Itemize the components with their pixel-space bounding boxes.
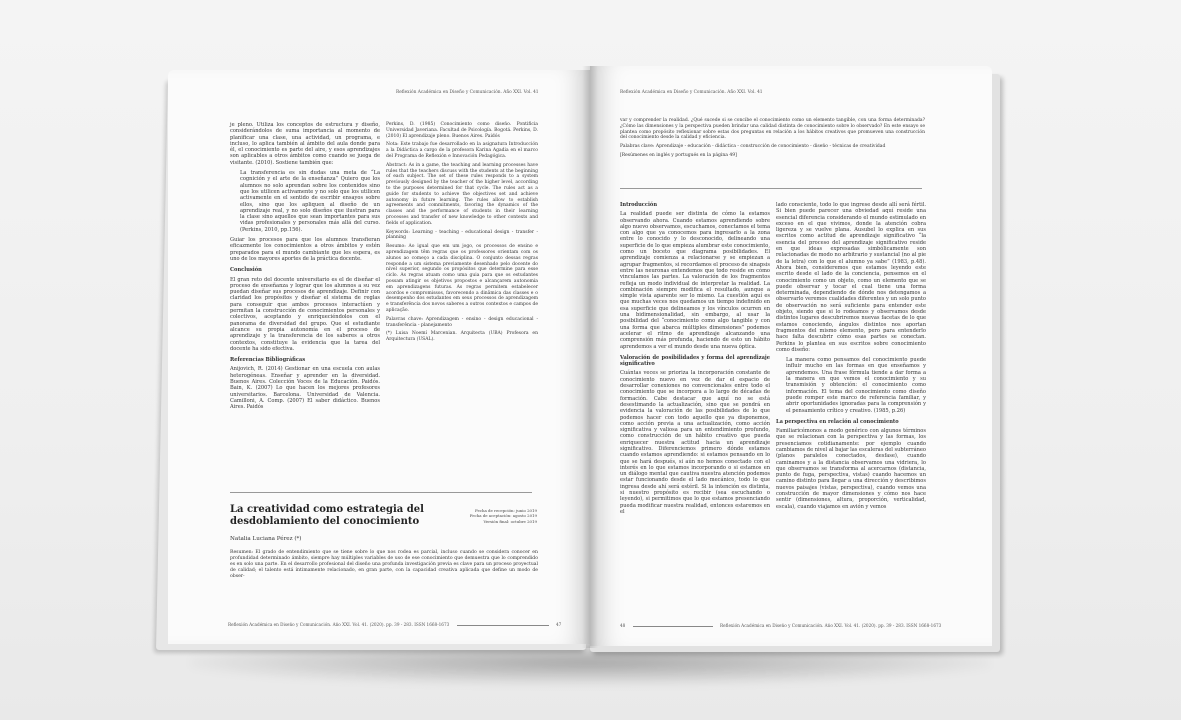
page-number: 48 bbox=[620, 623, 626, 628]
references: Anijovich, R. (2014) Gestionar en una escuela con aulas heterogéneas. Enseñar y aprender en la diversidad. Buenos Aires. Colección Voces de la Educación. Paidós. Bain, K. (2007) Lo que hacen los mejores profesores universitarios. Barcelona. Universidad de Valencia. Camilloni, A. Comp. (2007) El saber didáctico. Buenos Aires. Paidós bbox=[230, 366, 380, 411]
paragraph: Familiaricémonos a modo genérico con algunos términos que se relacionan con la perspectiva y las formas, los presenciamos cotidianamente: por ejemplo cuando cambiamos de nivel al bajar las escaleras del subterráneo (planos paralelos conectados, desfase), cuando caminamos y a la distancia observamos una vidriera, lo que observamos se transforma al acercarnos (distancia, punto de fuga, perspectiva, vistas) cuando hacemos un camino distinto para llegar a una dirección y describimos nuevos paisajes (vistas, perspectiva), cuando vemos una construcción de mayor dimensiones y cómo nos hace sentir (dimensiones, altura, proporción, verticalidad, escala), cuando viajamos en avión y vemos bbox=[776, 428, 926, 510]
block-quote: La transferencia es sin dudas una meta de “La cognición y el arte de la enseñanza” Quiero que los alumnos no solo aprendan sobre los contenidos sino que los utilicen activamente y no solo que los utilicen activamente en el sentido de escribir ensayos sobre ellos, sino que los apliquen al diseño de un aprendizaje real, y no solo diseños que ilustran para la clase sino aquellos que sean importantes para sus vidas profesionales y personales más allá del curso. (Perkins, 2010, pp.156). bbox=[240, 170, 380, 233]
right-footer bbox=[620, 623, 941, 628]
article-dates bbox=[440, 508, 537, 524]
paragraph: Cuántas veces se prioriza la incorporación constante de conocimiento nuevo en vez de dar el espacio de desarrollar conexiones no convencionales entre todo el conocimiento que se incorpora a lo largo de décadas de formación. Cabe destacar que aquí no se está desestimando la actualización, sino que se pondrá en evidencia la valoración de las posibilidades de lo que podemos hacer con todo aquello que ya disponemos, como acción previa a una actualización, como acción significativa y valiosa para un entendimiento profundo, como construcción de un hábito creativo que pueda enriquecer nuestra actitud hacia un aprendizaje significativo. Diferenciemos primero dónde estamos cuando estamos aprendiendo: si estamos pensando en lo que se hará después, si aún no hemos conectado con el interés en lo que estamos incorporando o si estamos en un diálogo mental que cautiva nuestra atención podemos estar funcionando desde el lado mecánico, todo lo que ingresa desde ahí será estéril. Si la intención es distinta, si nuestro propósito es recibir (sea escuchando o leyendo), si permitimos que lo que estamos presenciando pueda modificar nuestra realidad, entonces estaremos en el bbox=[620, 370, 770, 515]
paragraph: Guiar los procesos para que los alumnos transfieran eficazmente los conocimientos a otros ámbitos y estén preparados para el mundo cambiante que les espera, es uno de los mayores aportes de la práctica docente. bbox=[230, 237, 380, 262]
running-head: Reflexión Académica en Diseño y Comunicación. Año XXI. Vol. 41 bbox=[396, 90, 539, 95]
right-page bbox=[590, 66, 992, 646]
paragraph: je pleno. Utiliza los conceptos de estructura y diseño, considerándolos de suma importancia al momento de planificar una clase, una actividad, un programa, e incluso, lo aplica también al ámbito del aula donde para él, el conocimiento es parte del aire, y esos aprendizajes son aplicables a otros ámbitos como cuando se juega de visitante. (2010). Sostiene también que: bbox=[230, 122, 380, 166]
date-final: Versión final: octubre 2019 bbox=[483, 518, 537, 524]
page-number: 47 bbox=[555, 622, 562, 627]
block-quote: La manera como pensamos del conocimiento puede influir mucho en las formas en que enseñamos y aprendemos. Una frase fórmula tiende a dar forma a la manera en que vemos el conocimiento y su transmisión y obtención: el conocimiento como información. El tema del conocimiento como diseño puede romper este marco de referencia familiar, y abrir oportunidades ignoradas para la comprensión y el pensamiento crítico y creativo. (1985, p.26) bbox=[786, 357, 926, 414]
palavras-chave: Palavras chave: Aprendizagem - ensino - design educacional - transferência - planejamento bbox=[386, 316, 538, 328]
running-head: Reflexión Académica en Diseño y Comunicación. Año XXI. Vol. 41 bbox=[620, 90, 763, 95]
resumenes-note: [Resúmenes en inglés y portugués en la página 49] bbox=[620, 152, 737, 158]
section-heading: Valoración de posibilidades y forma del aprendizaje significativo bbox=[620, 354, 770, 368]
date-received: Fecha de recepción: junio 2019 bbox=[475, 508, 537, 513]
footer-text: Reflexión Académica en Diseño y Comunicación. Año XXI. Vol. 41. (2020). pp. 39 - 283. ISSN 1668-1673 bbox=[720, 623, 942, 628]
article-author: Natalia Luciana Pérez (*) bbox=[230, 536, 302, 542]
section-heading: La perspectiva en relación al conocimiento bbox=[776, 418, 899, 425]
left-column-1 bbox=[230, 122, 380, 413]
right-top-block bbox=[620, 118, 925, 162]
right-column-1 bbox=[620, 202, 770, 518]
resumo: Resumo: Ao igual que em um jogo, os processos de ensino e aprendizagem têm regras que os professores orientam com os alunos ao começo a cada disciplina. O conjunto dessas regras responde a um sistema previamente desenhado pelo docente do nível superior, segundo os propósitos que determine para esse ciclo. As regras atuam como uma guia para que os estudantes possam atingir os objetivos propostos e alcançarem autonomia em aprendizagens futuras. As regras permitem estabelecer acordos e compromissos, favorecendo a dinâmica das classes e o desempenho dos estudantes em seus processos de aprendizagem e transferência dos novos saberes a outros contextos e campos de aplicação. bbox=[386, 244, 538, 313]
references: Perkins, D. (1985) Conocimiento como diseño. Pontificia Universidad Javeriana. Facultad de Psicología. Bogotá. Perkins, D. (2010) El aprendizaje pleno. Buenos Aires. Paidós bbox=[386, 122, 538, 139]
abstract: Abstract: As in a game, the teaching and learning processes have rules that the teachers discuss with the students at the beginning of each subject. The set of these rules responds to a system previously designed by the teacher of the higher level, according to the purposes determined for that cycle. The rules act as a guide for students to achieve the objectives set and achieve autonomy in future learning. The rules allow to establish agreements and commitments, favoring the dynamics of the classes and the performance of students in their learning processes and transfer of new knowledge to other contexts and fields of application. bbox=[386, 162, 538, 226]
section-heading: Referencias Bibliográficas bbox=[230, 357, 306, 364]
book-gutter bbox=[582, 66, 598, 648]
section-heading: Conclusión bbox=[230, 267, 262, 274]
keywords: Keywords: Learning - teaching - educational design - transfer - planning bbox=[386, 229, 538, 241]
article-resumen: Resumen: El grado de entendimiento que se tiene sobre lo que nos rodea es parcial, incluso cuando se considera conocer en profundidad determinado ámbito, siempre hay múltiples variables de uso de ese conocimiento que demuestra que lo comprendido es en solo una parte. En el desarrollo profesional del diseño una profunda investigación previa es clave para un proceso proyectual de calidad; el talento está íntimamente relacionado, en gran parte, con la capacidad creativa aplicada que define un modo de obser- bbox=[230, 550, 538, 579]
left-footer bbox=[228, 622, 561, 627]
keywords: Palabras clave: Aprendizaje - educación - didáctica - construcción de conocimiento - diseño - técnicas de creatividad bbox=[620, 144, 886, 150]
right-column-2 bbox=[776, 202, 926, 513]
author-note: (*) Luisa Noemí Marcenian. Arquitecta (UBA) Profesora en Arquitectura (USAL). bbox=[386, 331, 538, 343]
paragraph: El gran reto del docente universitario es el de diseñar el proceso de enseñanza y lograr que los alumnos a su vez puedan diseñar sus procesos de aprendizaje. Definir con claridad los propósitos y diseñar el sistema de reglas para conseguir que ambos procesos interactúen y permitan la construcción de conocimientos personales y colectivos, aceptando y enriqueciéndolos con el panorama de diversidad del grupo. Que el estudiante alcance su propia autonomía en el proceso de aprendizaje y la transferencia de los saberes a otros contextos, constituye la evidencia que la tarea del docente ha sido efectiva. bbox=[230, 276, 380, 352]
paragraph: lado consciente, todo lo que ingrese desde allí será fértil. Si bien puede parecer una obviedad aquí reside una esencial diferencia considerando el mundo estimulado en exceso en el que vivimos, donde la atención cobra ligereza y se vuelve plana. Ausubel lo explica en sus escritos como actitud de aprendizaje significativo “la esencia del proceso del aprendizaje significativo reside en que ideas expresadas simbólicamente son relacionadas de modo no arbitrario y sustancial (no al pie de la letra) con lo que el alumno ya sabe” (1983, p.48). Ahora bien, consideremos que estamos leyendo este escrito desde el lado de la conciencia, pensemos en el conocimiento como un objeto, como un elemento que se puede observar y tocar el cual tiene una forma determinada, dependiendo de dónde nos detengamos a observarlo veremos cualidades diferentes y un solo punto de observación no será suficiente para entender este objeto, siendo que si lo rodeamos y observamos desde distintos lugares descubriremos nuevas facetas de lo que estamos conociendo, ángulos distintos nos aportan fragmentos del mismo elemento, pero para entenderlo hace falta descubrir cómo esas partes se conectan. Perkins lo plantea en sus escritos sobre conocimiento como diseño: bbox=[776, 202, 926, 353]
left-column-2 bbox=[386, 122, 538, 346]
paragraph: La realidad puede ser distinta de cómo la estamos observando ahora. Cuando estamos aprendiendo sobre algo nuevo observamos, escuchamos, conectamos el tema con algo que ya conocemos para ingresarlo a la zona entre lo conocido y lo desconocido, delineando una superficie de lo que empieza alumbrar este conocimiento, como un boceto que diagrama posibilidades. El aprendizaje comienza a relacionarse y se empiezan a agrupar fragmentos, si recordamos el proceso de sinapsis entre las neuronas entendemos que todo reside en cómo vinculamos las partes. La valoración de los fragmentos refleja un modo individual de interpretar la realidad. La combinación siempre modifica el resultado, aunque a simple vista aparente ser lo mismo. La cuestión aquí es que muchas veces nos quedamos un tiempo indefinido en esa superficie que delineamos y los vínculos ocurren en una bidimensionalidad, sin embargo, al usar la posibilidad del “conocimiento como algo tangible y con una forma que abarca múltiples dimensiones” podemos acelerar el ritmo de aprendizaje alcanzando una comprensión más profunda, haciendo de esto un hábito aprendemos a ver el mundo desde una nueva óptica. bbox=[620, 211, 770, 350]
article-title: La creatividad como estrategia del desdoblamiento del conocimiento bbox=[230, 504, 424, 527]
note: Nota: Este trabajo fue desarrollado en la asignatura Introducción a la Didáctica a cargo de la profesora Karina Agadia en el marco del Programa de Reflexión e Innovación Pedagógica. bbox=[386, 142, 538, 159]
footer-text: Reflexión Académica en Diseño y Comunicación. Año XXI. Vol. 41. (2020). pp. 39 - 283. ISSN 1668-1673 bbox=[228, 622, 450, 627]
paragraph: var y comprender la realidad. ¿Qué sucede si se concibe el conocimiento como un elemento tangible, con una forma determinada? ¿Cómo las dimensiones y la perspectiva pueden brindar una calidad distinta de conocimiento sobre lo observado? En este ensayo se plantea como propósito reflexionar sobre estas dos preguntas en relación a los hábitos creativos que promueven una construcción del conocimiento desde la calidad y eficiencia. bbox=[620, 118, 925, 141]
date-accepted: Fecha de aceptación: agosto 2019 bbox=[469, 513, 537, 519]
article-divider bbox=[230, 492, 532, 493]
right-divider bbox=[620, 188, 922, 189]
section-heading: Introducción bbox=[620, 202, 658, 208]
